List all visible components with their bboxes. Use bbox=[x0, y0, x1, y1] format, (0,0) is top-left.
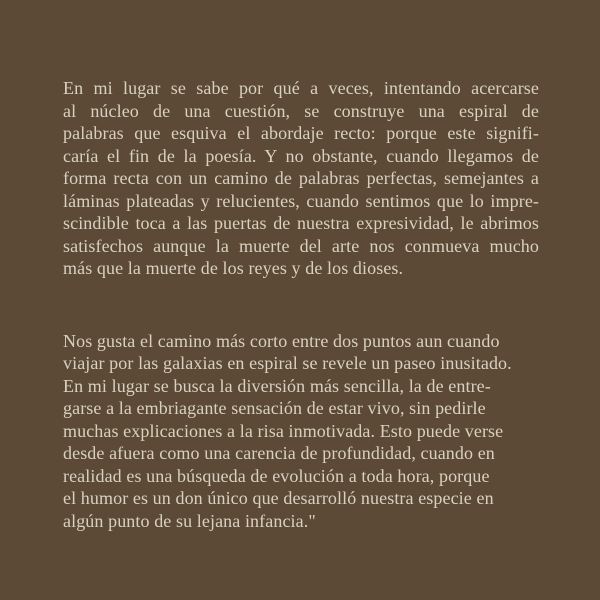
text-line: más que la muerte de los reyes y de los dioses. bbox=[63, 258, 404, 278]
body-text bbox=[63, 77, 539, 532]
text-line: muchas explicaciones a la risa inmotivada. Esto puede verse bbox=[63, 420, 504, 441]
paragraph-2 bbox=[63, 330, 539, 533]
text-line: En mi lugar se sabe por qué a veces, intentando acercarse bbox=[63, 78, 539, 98]
text-line: viajar por las galaxias en espiral se revele un paseo inusitado. bbox=[63, 353, 512, 373]
text-line: algún punto de su lejana infancia." bbox=[63, 510, 316, 531]
text-line: garse a la embriagante sensación de estar vivo, sin pedirle bbox=[63, 398, 486, 418]
text-line: caría el fin de la poesía. Y no obstante, cuando llegamos de bbox=[63, 145, 539, 166]
text-line: Nos gusta el camino más corto entre dos puntos aun cuando bbox=[63, 330, 500, 351]
text-line: realidad es una búsqueda de evolución a toda hora, porque bbox=[63, 465, 490, 486]
text-line: el humor es un don único que desarrolló nuestra especie en bbox=[63, 488, 494, 508]
text-line: satisfechos aunque la muerte del arte nos conmueva mucho bbox=[63, 235, 539, 256]
text-line: desde afuera como una carencia de profundidad, cuando en bbox=[63, 443, 495, 463]
text-line: láminas plateadas y relucientes, cuando sentimos que lo impre- bbox=[63, 190, 539, 211]
text-line: forma recta con un camino de palabras perfectas, semejantes a bbox=[63, 168, 539, 188]
paragraph-1 bbox=[63, 77, 539, 280]
text-line: En mi lugar se busca la diversión más sencilla, la de entre- bbox=[63, 375, 491, 396]
text-line: al núcleo de una cuestión, se construye una espiral de bbox=[63, 100, 539, 121]
text-line: palabras que esquiva el abordaje recto: porque este signifi- bbox=[63, 123, 539, 143]
text-line: scindible toca a las puertas de nuestra expresividad, le abrimos bbox=[63, 213, 539, 233]
